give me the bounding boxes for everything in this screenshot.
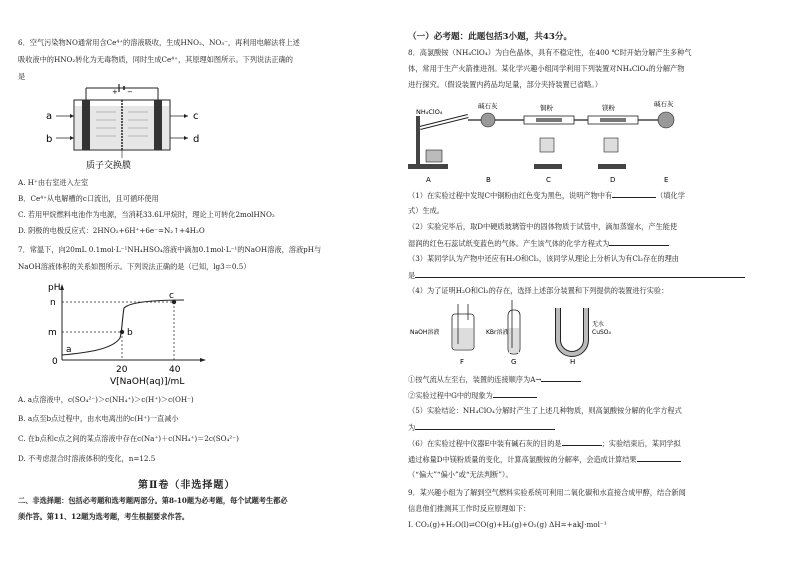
membrane-caption: 质子交换膜 [86, 161, 132, 171]
q8-part3-line2: 是 [408, 270, 745, 280]
q8-part4-line: （4）为了证明H₂O和Cl₂的存在，选择上述部分装置和下列提供的装置进行实验： [408, 286, 669, 295]
anhydrous-label: 无水 [592, 321, 605, 328]
q8-part2-line2: 湿润的红色石蕊试纸变蓝色的气体。产生该气体的化学方程式为 [408, 238, 669, 248]
apparatus-f-to-h-figure [408, 300, 628, 366]
label-a: A [426, 176, 431, 184]
origin-label: 0 [52, 357, 58, 367]
q8-part2-line1: （2）实验完毕后，取D中硬质玻璃管中的固体物质于试管中，滴加蒸馏水，产生能使 [408, 222, 678, 231]
point-a-label: a [66, 345, 72, 355]
q6-stem-line3: 是 [18, 72, 26, 81]
y-axis-label: pH [48, 283, 61, 293]
copper-powder-label: 铜粉 [540, 104, 553, 112]
label-e: E [664, 176, 669, 184]
q8-stem-line3: 进行探究。（假设装置内药品均足量，部分夹持装置已省略。） [408, 80, 603, 89]
q7-option-d: D. 不考虑混合时溶液体积的变化，n=12.5 [18, 454, 156, 463]
naoh-solution-label: NaOH溶液 [410, 329, 440, 336]
q8-part6-line1: （6）在实验过程中仪器E中装有碱石灰的目的是 ；实验结束后，某同学拟 [408, 439, 681, 448]
inlet-a-label: a [46, 111, 53, 122]
q8-part5-line2: 为 [408, 422, 555, 432]
q6-stem-line1: 6．空气污染物NO通常用含Ce⁴⁺的溶液吸收，生成HNO₂、NO₃⁻，再利用电解法将上述 [18, 38, 300, 47]
label-d: D [610, 176, 616, 184]
q9-stem-line2: 信息他们推测其工作时反应原理如下： [408, 504, 531, 513]
q6-stem-line2: 吸收液中的HNO₂转化为无毒物质，同时生成Ce⁴⁺，其原理如图所示。下列说法正确的 [18, 55, 293, 64]
label-c: C [546, 176, 551, 184]
q8-part3-line1: （3）某同学认为产物中还应有H₂O和Cl₂，该同学从理论上分析认为有Cl₂存在的理由 [408, 254, 679, 263]
nh4clo4-label: NH₄ClO₄ [416, 108, 443, 116]
svg-text:+: + [112, 88, 118, 96]
label-g: G [511, 358, 517, 366]
q6-option-c: C. 若用甲烷燃料电池作为电源，当消耗33.6L甲烷时，理论上可转化2molHNO₂ [18, 210, 275, 219]
part2-desc-line2: 须作答。第11、12题为选考题，考生根据要求作答。 [18, 512, 189, 521]
electrolysis-cell-figure [46, 84, 216, 172]
q9-reaction-1: Ⅰ. CO₂(g)+H₂O(l)⇌CO(g)+H₂(g)+O₂(g) ΔH=+akJ·mol⁻¹ [408, 520, 607, 529]
q6-option-d: D. 阴极的电极反应式：2HNO₂+6H⁺+6e⁻=N₂↑+4H₂O [18, 226, 205, 235]
tick-m: m [48, 328, 57, 338]
label-b: B [486, 176, 491, 184]
q7-stem-line2: NaOH溶液体积的关系如图所示。下列说法正确的是（已知，lg3＝0.5） [18, 262, 251, 271]
q8-part4-sub2: ②实验过程中G中的现象为 [408, 390, 537, 400]
q8-stem-line1: 8．高氯酸铵（NH₄ClO₄）为白色晶体，具有不稳定性，在400 ℃时开始分解产生多种气 [408, 48, 692, 57]
q7-stem-line1: 7．常温下，向20mL 0.1mol·L⁻¹NH₄HSO₄溶液中滴加0.1mol·L⁻¹的NaOH溶液，溶液pH与 [18, 245, 322, 254]
part2-desc-line1: 二、非选择题：包括必考题和选考题两部分。第8-10题为必考题，每个试题考生都必 [18, 496, 288, 505]
section-heading: （一）必考题：此题包括3小题，共43分。 [408, 32, 573, 42]
q8-part5-line1: （5）实验结论：NH₄ClO₄分解时产生了上述几种物质，则高氯酸铵分解的化学方程式 [408, 406, 682, 415]
point-c-label: c [169, 291, 174, 301]
magnesium-powder-label: 镁粉 [602, 104, 615, 112]
q8-part1-line1: （1）在实验过程中发现C中铜粉由红色变为黑色，说明产物中有 （填化学 [408, 191, 685, 200]
inlet-b-label: b [46, 134, 53, 145]
tick-40: 40 [169, 365, 181, 375]
tick-20: 20 [116, 365, 128, 375]
ph-titration-curve [34, 280, 214, 386]
q6-option-a: A. H⁺由右室进入左室 [18, 178, 89, 187]
outlet-c-label: c [193, 111, 199, 122]
q8-part6-line3: （“偏大”“偏小”或“无法判断”）。 [408, 470, 513, 479]
q8-part6-line2: 通过称量D中镁粉质量的变化，计算高氯酸铵的分解率，会造成计算结果 [408, 454, 681, 464]
svg-text:−: − [127, 88, 133, 96]
point-b-label: b [127, 328, 133, 338]
x-axis-label: V[NaOH(aq)]/mL [110, 377, 185, 386]
cuso4-label: CuSO₄ [592, 329, 611, 336]
q9-stem-line1: 9．某兴趣小组为了解到空气燃料实验系统可利用二氧化碳和水直接合成甲醇，结合新闻 [408, 488, 686, 497]
q6-option-b: B．Ce⁴⁺从电解槽的c口流出，且可循环使用 [18, 194, 159, 203]
tick-n: n [50, 298, 56, 308]
q8-part4-sub1: ①按气流从左至右，装置的连接顺序为A→ [408, 374, 581, 384]
kbr-solution-label: KBr溶液 [486, 329, 509, 336]
q8-stem-line2: 体，常用于生产火箭推进剂。某化学兴趣小组同学利用下列装置对NH₄ClO₄的分解产物 [408, 64, 685, 73]
soda-lime-label-2: 碱石灰 [654, 100, 674, 108]
label-f: F [460, 358, 465, 366]
q7-option-b: B. a点至b点过程中，由水电离出的c(H⁺)一直减小 [18, 414, 179, 423]
q7-option-c: C. 在b点和c点之间的某点溶液中存在c(Na⁺)＋c(NH₄⁺)＝2c(SO₄²⁻) [18, 434, 239, 443]
soda-lime-label-1: 碱石灰 [478, 102, 498, 110]
label-h: H [570, 358, 576, 366]
q7-option-a: A. a点溶液中，c(SO₄²⁻)＞c(NH₄⁺)＞c(H⁺)＞c(OH⁻) [18, 395, 194, 404]
apparatus-a-to-e-figure [408, 98, 748, 184]
outlet-d-label: d [193, 134, 200, 145]
q8-part1-line2: 式）生成。 [408, 206, 444, 215]
part2-title: 第Ⅱ卷（非选择题） [138, 480, 236, 491]
